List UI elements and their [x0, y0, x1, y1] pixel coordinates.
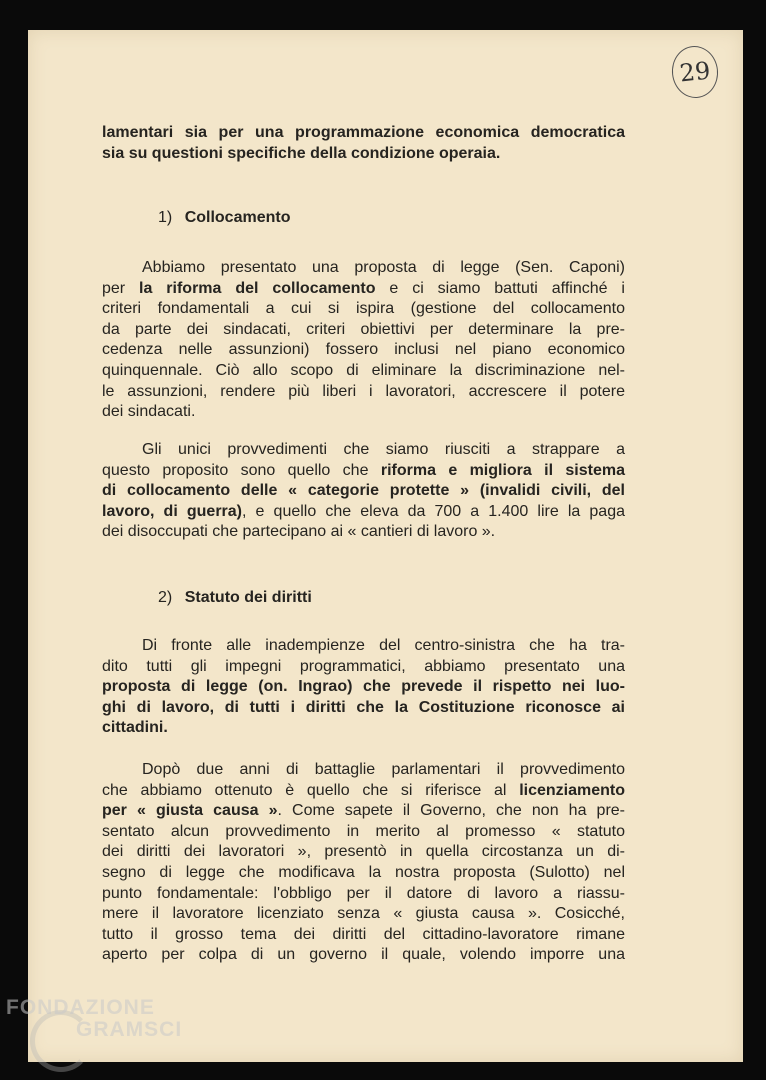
- text-line: [102, 481, 625, 502]
- bold-text: di collocamento delle « categorie protette » (invalidi civili, del: [102, 482, 625, 500]
- text-segment: quinquennale. Ciò allo scopo di eliminare la discriminazione nel-: [102, 361, 625, 379]
- text-segment: dei diritti dei lavoratori », presentò in quella circostanza un di-: [102, 843, 625, 861]
- paragraph: [102, 258, 625, 423]
- text-line: [102, 361, 625, 382]
- text-segment: dito tutti gli impegni programmatici, abbiamo presentato una: [102, 657, 625, 675]
- text-line: [102, 718, 625, 739]
- text-line: [102, 698, 625, 719]
- text-line: [102, 636, 625, 657]
- section-number: 2): [158, 589, 173, 606]
- text-line: [102, 299, 625, 320]
- text-segment: . Come sapete il Governo, che non ha pre-: [277, 802, 625, 820]
- text-segment: per: [102, 279, 140, 297]
- text-segment: sentato alcun provvedimento in merito al promesso « statuto: [102, 822, 625, 840]
- bold-text: ghi di lavoro, di tutti i diritti che la Costituzione riconosce ai: [102, 698, 625, 716]
- text-line: [102, 657, 625, 678]
- intro-line: sia su questioni specifiche della condizione operaia.: [102, 144, 501, 162]
- page-number-text: 29: [678, 56, 712, 88]
- text-line: [102, 402, 625, 423]
- text-line: [102, 440, 625, 461]
- bold-text: la riforma del collocamento: [139, 279, 376, 297]
- text-segment: le assunzioni, rendere più liberi i lavoratori, accrescere il potere: [102, 382, 625, 400]
- bold-text: lavoro, di guerra): [102, 502, 243, 520]
- text-segment: cedenza nelle assunzioni) fossero inclusi nel piano economico: [102, 341, 625, 359]
- text-segment: segno di legge che modificava la nostra proposta (Sulotto) nel: [102, 863, 625, 881]
- text-segment: punto fondamentale: l'obbligo per il datore di lavoro a riassu-: [102, 884, 625, 902]
- text-line: [102, 279, 625, 300]
- text-line: [102, 842, 625, 863]
- text-line: [102, 258, 625, 279]
- text-segment: , e quello che eleva da 700 a 1.400 lire la paga: [242, 502, 625, 520]
- text-line: [102, 502, 625, 523]
- text-segment: mere il lavoratore licenziato senza « giusta causa ». Cosicché,: [102, 905, 625, 923]
- text-line: [102, 904, 625, 925]
- intro-paragraph: [102, 123, 625, 164]
- bold-text: proposta di legge (on. Ingrao) che prevede il rispetto nei luo-: [102, 678, 625, 696]
- intro-line: lamentari sia per una programmazione economica democratica: [102, 124, 625, 141]
- text-segment: dei disoccupati che partecipano ai « cantieri di lavoro ».: [102, 523, 496, 541]
- text-segment: Dopò due anni di battaglie parlamentari il provvedimento: [142, 761, 625, 778]
- text-segment: dei sindacati.: [102, 403, 196, 421]
- text-segment: aperto per colpa di un governo il quale, volendo imporre una: [102, 946, 625, 964]
- text-segment: Abbiamo presentato una proposta di legge (Sen. Caponi): [142, 259, 625, 276]
- watermark-line: GRAMSCI: [76, 1018, 183, 1041]
- section-heading-statuto: [158, 589, 312, 607]
- text-line: [102, 320, 625, 341]
- text-segment: questo proposito sono quello che: [102, 461, 381, 479]
- text-segment: criteri fondamentali a cui si ispira (gestione del collocamento: [102, 300, 625, 318]
- paragraph: [102, 636, 625, 739]
- section-title: Statuto dei diritti: [184, 589, 312, 606]
- watermark: [6, 996, 182, 1042]
- text-line: [102, 945, 625, 966]
- paragraph: [102, 760, 625, 966]
- text-segment: tutto il grosso tema dei diritti del cittadino-lavoratore rimane: [102, 925, 625, 943]
- section-heading-collocamento: [158, 209, 290, 227]
- text-line: [102, 340, 625, 361]
- text-line: [102, 522, 625, 543]
- section-title: Collocamento: [184, 209, 291, 226]
- text-segment: che abbiamo ottenuto è quello che si riferisce al: [102, 781, 520, 799]
- text-line: [102, 461, 625, 482]
- text-line: [102, 382, 625, 403]
- section-number: 1): [158, 209, 173, 226]
- bold-text: per « giusta causa »: [102, 802, 278, 820]
- bold-text: riforma e migliora il sistema: [380, 461, 626, 479]
- bold-text: cittadini.: [102, 719, 168, 737]
- text-line: [102, 925, 625, 946]
- text-line: [102, 884, 625, 905]
- text-line: [102, 677, 625, 698]
- text-line: [102, 801, 625, 822]
- watermark-line: FONDAZIONE: [6, 996, 155, 1019]
- text-line: [102, 863, 625, 884]
- text-segment: e ci siamo battuti affinché i: [375, 279, 625, 297]
- text-line: [102, 760, 625, 781]
- paragraph: [102, 440, 625, 543]
- text-line: [102, 822, 625, 843]
- text-segment: Gli unici provvedimenti che siamo riusciti a strappare a: [142, 441, 625, 458]
- text-line: [102, 781, 625, 802]
- bold-text: licenziamento: [519, 781, 625, 799]
- text-segment: da parte dei sindacati, criteri obiettivi per determinare la pre-: [102, 320, 625, 338]
- text-segment: Di fronte alle inadempienze del centro-sinistra che ha tra-: [142, 637, 625, 654]
